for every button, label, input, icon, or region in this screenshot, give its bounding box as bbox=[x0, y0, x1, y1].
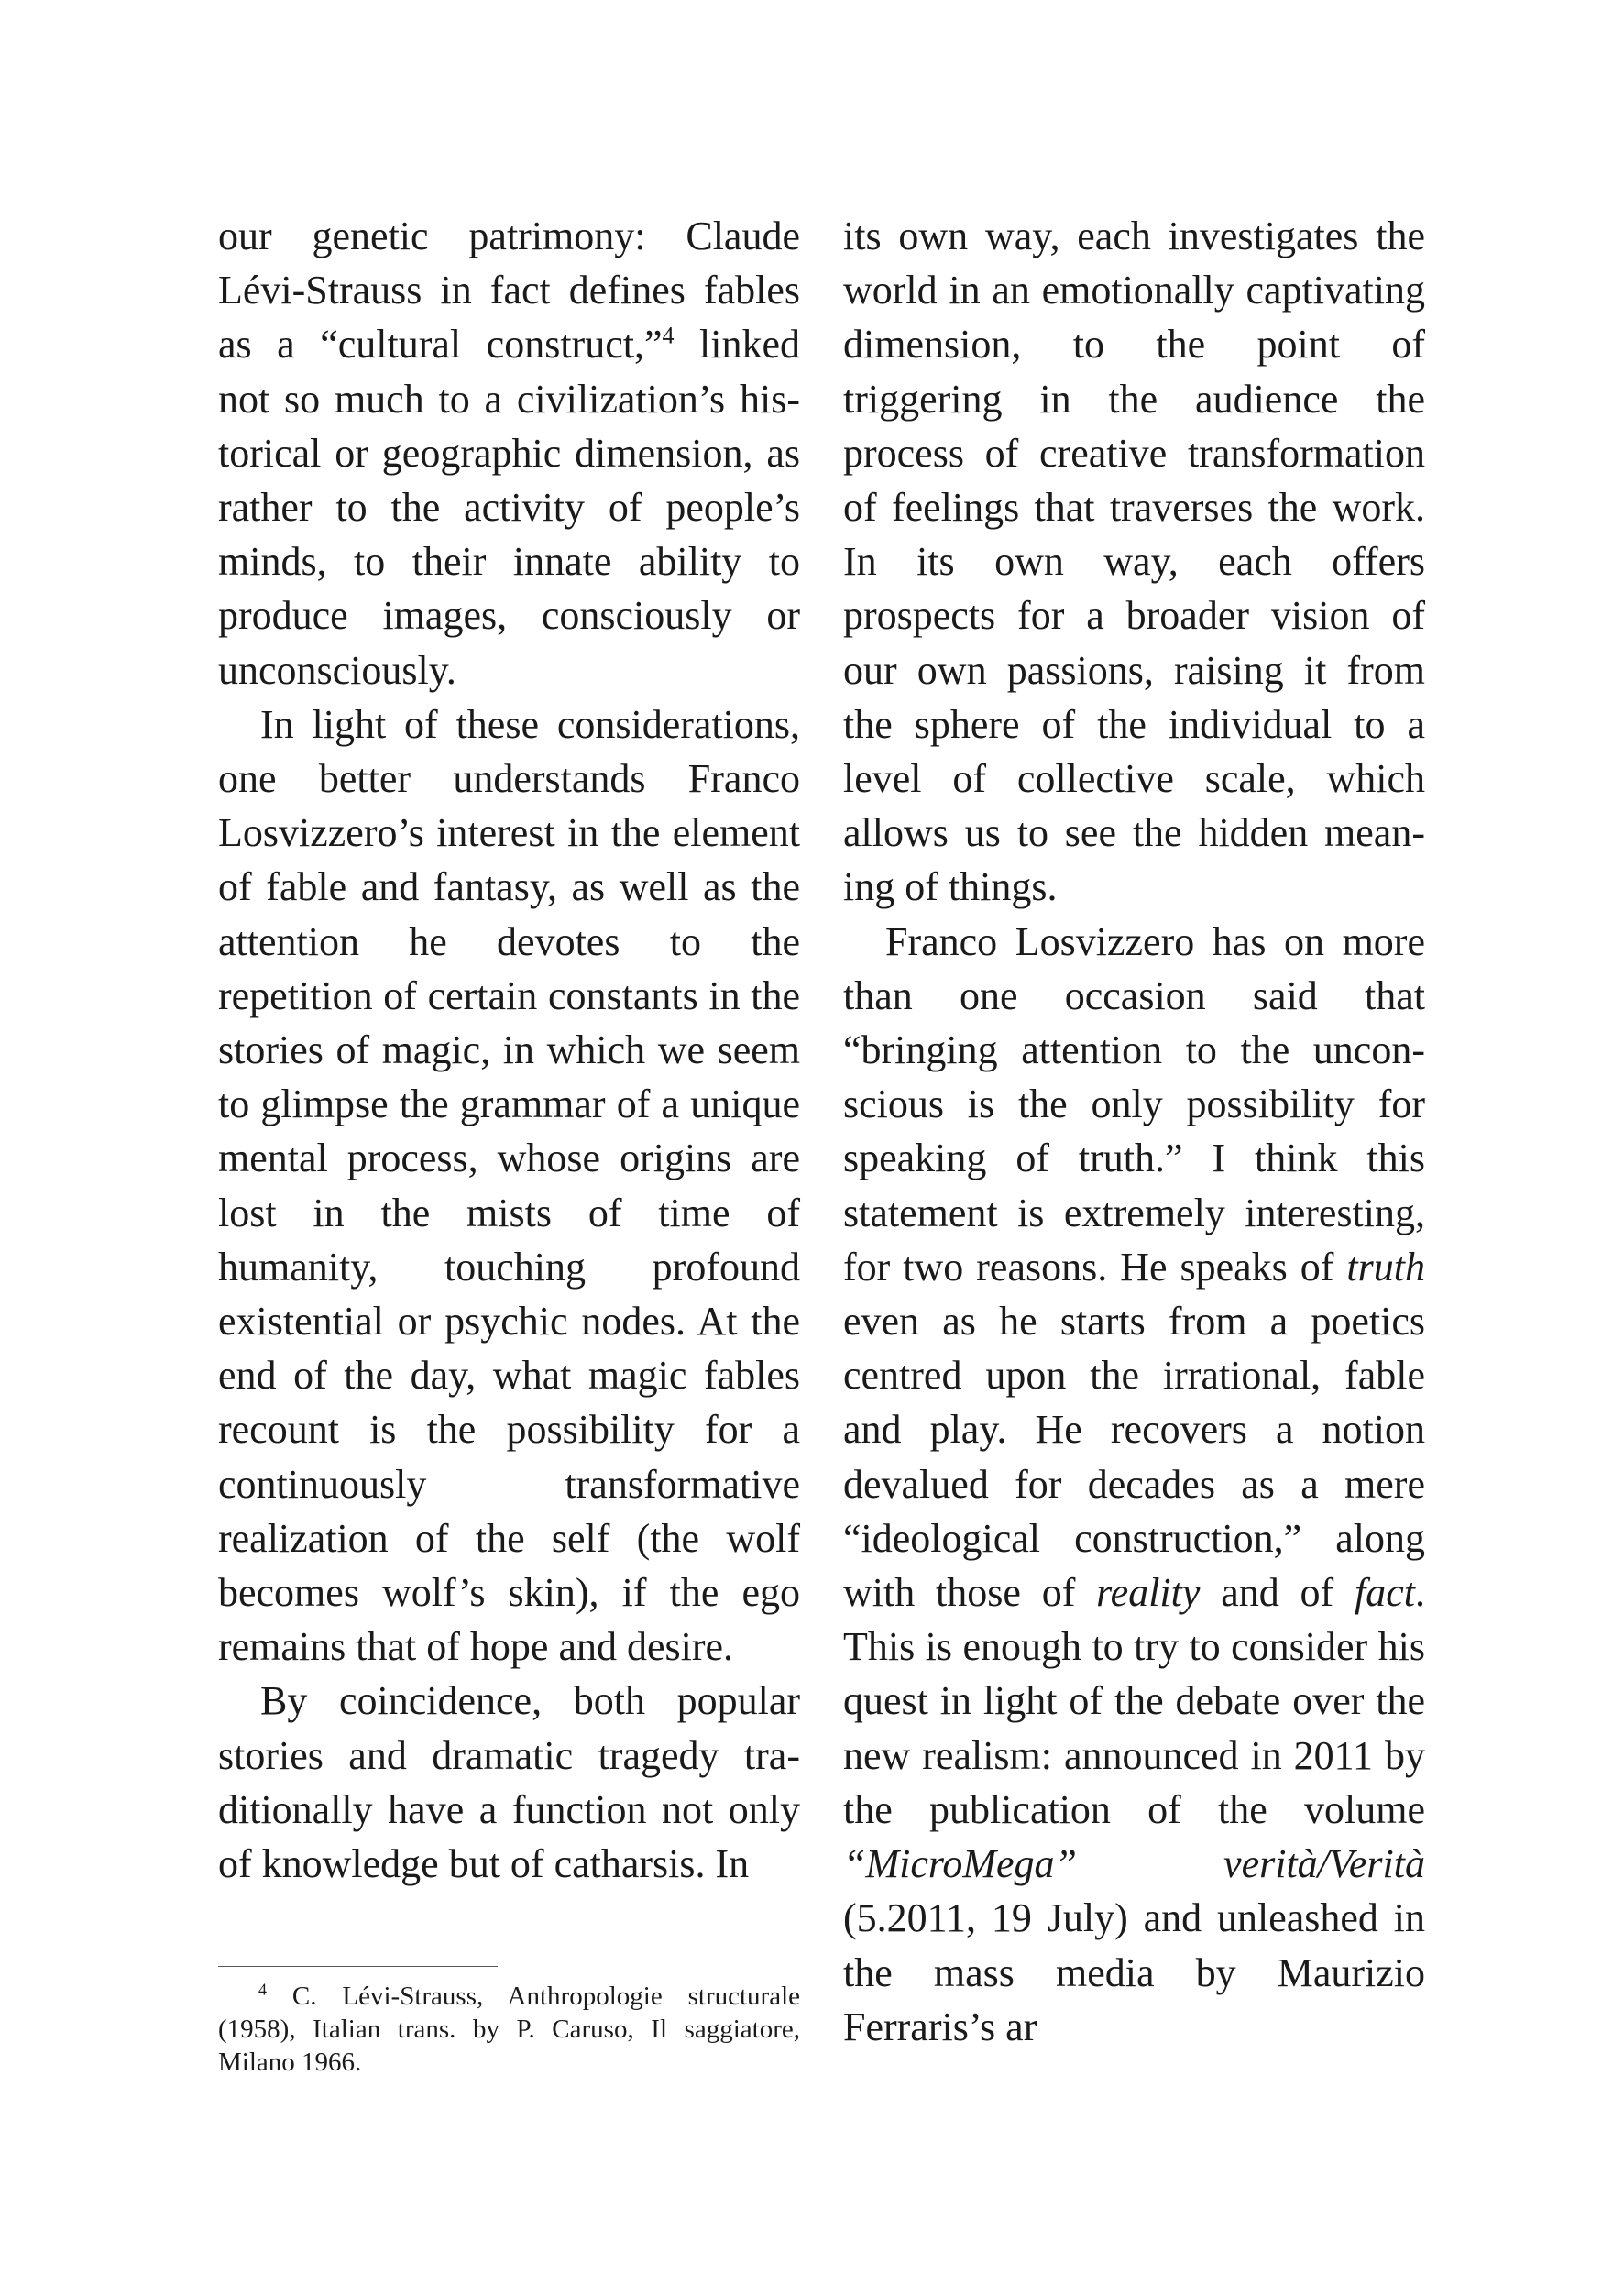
paragraph-text: even as he starts from a poetics centred upon the irrational, fable and play. He recovers a notion devalued for decades as a mere “ideological construction,” along with those of bbox=[843, 1299, 1425, 1616]
paragraph-text: Franco Losvizzero has on more than one occasion said that “bringing attention to the unconscious is the only possibility for speaking of truth.” I think this statement is extremely interesting, for two reasons. He speaks of bbox=[843, 918, 1425, 1290]
footnote-reference[interactable]: 4 bbox=[662, 322, 675, 349]
paragraph-text: and of bbox=[1200, 1570, 1355, 1616]
paragraph-text: . This is enough to try to consider his quest in light of the debate over the new realism: announced in 2011 by the publication of the volume bbox=[843, 1570, 1425, 1832]
paragraph: its own way, each investigates the world in an emotionally captivating dimension, to the point of triggering in the audience the process of creative transformation of feelings that traverses the work. In its own way, each offers prospects for a broader vision of our own passions, raising it from the sphere of the individual to a level of collective scale, which allows us to see the hidden meaning of things. bbox=[843, 214, 1425, 910]
italic-term: truth bbox=[1346, 1244, 1425, 1290]
paragraph: By coincidence, both popular stories and dramatic tragedy traditionally have a function not only of knowledge but of catharsis. In bbox=[218, 1678, 800, 1887]
footnote-divider bbox=[218, 1966, 498, 1967]
paragraph bbox=[843, 915, 1425, 2054]
italic-term: fact bbox=[1355, 1570, 1415, 1616]
footnote-number: 4 bbox=[258, 1980, 267, 1999]
paragraph bbox=[218, 209, 800, 697]
italic-term: reality bbox=[1096, 1570, 1201, 1616]
paragraph-text: linked not so much to a civilization’s historical or geographic dimension, as rather to the activity of people’s minds, to their innate ability to produce images, consciously or unconsciously. bbox=[218, 322, 800, 693]
paragraph-text: our genetic patrimony: Claude Lévi-Strauss in fact defines fables as a “cultural construct,” bbox=[218, 214, 800, 368]
paragraph: In light of these considerations, one better understands Franco Losvizzero’s interest in the element of fable and fantasy, as well as the attention he devotes to the repetition of certain constants in the stories of magic, in which we seem to glimpse the grammar of a unique mental process, whose origins are lost in the mists of time of humanity, touching profound existential or psychic nodes. At the end of the day, what magic fables recount is the possibility for a continuously transformative realization of the self (the wolf becomes wolf’s skin), if the ego remains that of hope and desire. bbox=[218, 701, 800, 1670]
paragraph-text: (5.2011, 19 July) and unleashed in the mass media by Maurizio Ferraris’s ar bbox=[843, 1895, 1425, 2049]
italic-title: “MicroMega” verità/Verità bbox=[843, 1841, 1425, 1887]
footnote-text: C. Lévi-Strauss, Anthropologie structurale (1958), Italian trans. by P. Caruso, Il saggiatore, Milano 1966. bbox=[218, 1982, 800, 2077]
footnote bbox=[218, 1980, 800, 2079]
right-column bbox=[843, 209, 1425, 2054]
left-column bbox=[218, 209, 800, 1891]
